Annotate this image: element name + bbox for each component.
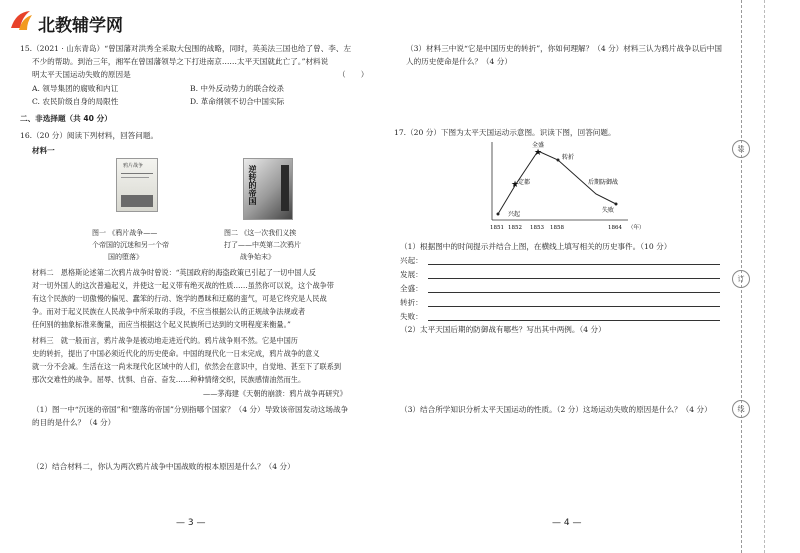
book2-title: 逆转的帝国 <box>248 165 258 205</box>
blank-label-rise: 兴起： <box>400 256 423 265</box>
logo-text: 北教辅学网 <box>38 16 123 36</box>
q16-sub3-line2: 人的历史使命是什么？（4 分） <box>406 57 512 66</box>
material2-line1: 材料二 恩格斯论述第二次鸦片战争时曾说：“英国政府的海盗政策已引起了一切中国人反 <box>32 268 316 277</box>
q16-intro: 16.（20 分）阅读下列材料，回答问题。 <box>20 131 159 140</box>
q15-line1: 15.（2021 · 山东青岛）“曾国藩对洪秀全采取大包围的战略，同时，英美法三国也给了曾、李、左 <box>20 44 352 53</box>
material3-line4: 那次交难性的战争。屈辱、忧惧、自奋、奋发……种种情绪交织，民族感情油然而生。 <box>32 375 306 384</box>
star-marker-1: ★ <box>511 180 520 190</box>
q15-answer-bracket: （ ） <box>338 70 369 79</box>
margin-mark-2: 订 <box>732 270 750 288</box>
taiping-diagram <box>478 138 678 238</box>
material3-line2: 史的转折，提出了中国必须近代化的历史使命。中国的现代化一日未完成，鸦片战争的意义 <box>32 349 320 358</box>
x-unit: （年） <box>628 225 645 231</box>
q17-intro: 17.（20 分）下图为太平天国运动示意图。识读下图，回答问题。 <box>394 128 616 137</box>
blank-line-fail[interactable] <box>428 320 720 321</box>
point-1851 <box>497 213 500 216</box>
blank-line-peak[interactable] <box>428 292 720 293</box>
q17-sub3: （3）结合所学知识分析太平天国运动的性质。（2 分）这场运动失败的原因是什么？（4 分） <box>400 405 712 414</box>
tick-1864: 1864 <box>608 225 622 231</box>
q17-sub2: （2）太平天国后期的防御战有哪些？写出其中两例。（4 分） <box>400 325 606 334</box>
star-marker-2: ★ <box>534 148 543 158</box>
label-rise: 兴起 <box>508 211 521 218</box>
q16-sub2: （2）结合材料二，你认为两次鸦片战争中国战败的根本原因是什么？（4 分） <box>32 462 295 471</box>
tick-1852: 1852 <box>508 225 522 231</box>
book-cover-2 <box>243 158 293 220</box>
q15-line3: 明太平天国运动失败的原因是 <box>32 70 131 79</box>
material3-line3: 就一分不会减。生活在这一尚未现代化区域中的人们，依然会在意识中，自觉地、甚至下了联系到 <box>32 362 342 371</box>
book2-caption-line2: 打了——中英第二次鸦片 <box>224 241 301 249</box>
tick-1851: 1851 <box>490 225 504 231</box>
material2-line4: 争。而对于起义民族在人民战争中所采取的手段，不应当根据公认的正规战争法规或者 <box>32 307 306 316</box>
material1-label: 材料一 <box>32 146 55 155</box>
book1-caption-line1: 图一 《鸦片战争—— <box>92 229 158 237</box>
blank-label-turning: 转折： <box>400 298 423 307</box>
blank-line-turning[interactable] <box>428 306 720 307</box>
material3-line1: 材料三 就一般而言，鸦片战争是被动地走进近代的。鸦片战争则不然。它是中国历 <box>32 336 298 345</box>
q16-sub1-line1: （1）图一中“沉迷的帝国”和“堕落的帝国”分别指哪个国家？（4 分）导致该帝国发动这场战争 <box>32 405 349 414</box>
book-cover-1 <box>116 158 158 212</box>
q17-sub1: （1）根据图中的时间提示并结合上图，在横线上填写相关的历史事件。（10 分） <box>400 242 672 251</box>
book2-caption-line3: 战争始末》 <box>240 253 275 261</box>
logo <box>8 8 128 34</box>
q16-sub1-line2: 的目的是什么？（4 分） <box>32 418 116 427</box>
book1-caption-line2: 个帝国的沉迷和另一个帝 <box>92 241 169 249</box>
tick-1858: 1858 <box>550 225 564 231</box>
q15-option-a: A. 领导集团的腐败和内讧 <box>32 84 119 93</box>
binding-line-outer <box>764 0 765 553</box>
q16-sub3-line1: （3）材料三中说“它是中国历史的转折”，你如何理解？（4 分）材料三认为鸦片战争以后中国 <box>406 44 722 53</box>
tick-1853: 1853 <box>530 225 544 231</box>
material2-line5: 任何别的抽象标准来衡量，而应当根据这个起义民族所已达到的文明程度来衡量。” <box>32 320 291 329</box>
book1-title: 鸦片战争 <box>123 163 144 169</box>
q15-line2: 不少的帮助。到治三年，湘军在曾国藩领导之下打进南京……太平天国就此亡了。”材料说 <box>32 57 329 66</box>
material3-source: ——茅海建《天朝的崩溃：鸦片战争再研究》 <box>203 389 347 398</box>
blank-line-develop[interactable] <box>428 278 720 279</box>
label-capital: 定都 <box>518 179 531 186</box>
label-fail: 失败 <box>602 207 615 214</box>
material2-line3: 有这个民族的一切傲慢的偏见、蠢笨的行动、饱学的愚昧和迂腐的蛮气，可是它终究是人民战 <box>32 294 327 303</box>
book2-caption-line1: 图二 《这一次我们义挨 <box>224 229 297 237</box>
label-defense: 后期防御战 <box>588 179 619 186</box>
q15-option-d: D. 革命纲领不切合中国实际 <box>190 97 285 106</box>
material2-line2: 对一切外国人的这次普遍起义，并使这一起义带有绝灭战的性质……虽然你可以说，这个战争带 <box>32 281 334 290</box>
section-heading: 二、非选择题（共 40 分） <box>20 114 112 123</box>
blank-label-peak: 全盛： <box>400 284 423 293</box>
q15-option-b: B. 中外反动势力的联合绞杀 <box>190 84 284 93</box>
page-number-left: — 3 — <box>176 518 206 528</box>
blank-label-develop: 发展： <box>400 270 423 279</box>
blank-label-fail: 失败： <box>400 312 423 321</box>
page-number-right: — 4 — <box>552 518 582 528</box>
blank-line-rise[interactable] <box>428 264 720 265</box>
point-1858 <box>557 159 560 162</box>
margin-mark-3: 线 <box>732 400 750 418</box>
logo-icon <box>8 8 34 34</box>
book1-caption-line3: 国的堕落》 <box>108 253 143 261</box>
point-1864 <box>615 203 618 206</box>
q15-option-c: C. 农民阶级自身的局限性 <box>32 97 119 106</box>
label-turning: 转折 <box>562 154 575 161</box>
label-peak: 全盛 <box>532 142 545 149</box>
margin-mark-1: 装 <box>732 140 750 158</box>
